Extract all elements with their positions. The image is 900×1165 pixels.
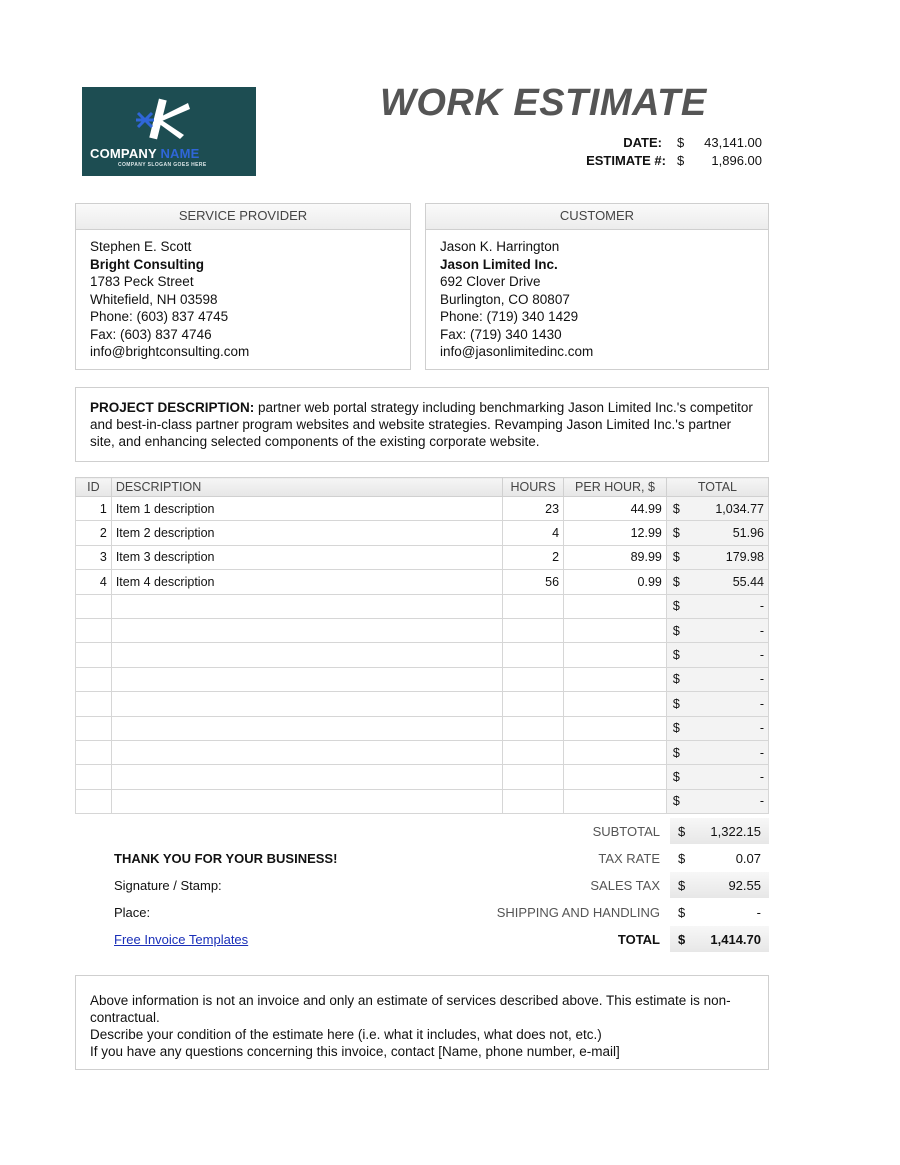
item-currency: $ — [666, 740, 683, 764]
thank-you-note: THANK YOU FOR YOUR BUSINESS! — [114, 851, 338, 866]
item-currency: $ — [666, 618, 683, 642]
sales-tax-label: SALES TAX — [590, 878, 660, 893]
header-total: TOTAL — [666, 478, 768, 497]
item-currency: $ — [666, 716, 683, 740]
item-currency: $ — [666, 765, 683, 789]
shipping-currency: $ — [678, 905, 686, 920]
provider-city: Whitefield, NH 03598 — [90, 291, 218, 307]
table-row — [76, 740, 769, 764]
item-rate: 44.99 — [564, 497, 667, 521]
item-description — [111, 643, 502, 667]
tax-rate-value: 0.07 — [735, 851, 761, 866]
item-hours: 2 — [503, 545, 564, 569]
item-hours — [503, 716, 564, 740]
logo-company-name: COMPANY NAME — [90, 146, 200, 161]
item-description — [111, 716, 502, 740]
item-currency: $ — [666, 497, 683, 521]
item-rate — [564, 740, 667, 764]
table-row — [76, 545, 769, 569]
project-description-label: PROJECT DESCRIPTION: — [90, 400, 255, 415]
item-rate — [564, 594, 667, 618]
item-hours — [503, 740, 564, 764]
item-total: 179.98 — [684, 545, 769, 569]
date-label: DATE: — [623, 135, 662, 150]
item-id — [76, 667, 112, 691]
item-total: 55.44 — [684, 570, 769, 594]
sales-tax-value: 92.55 — [728, 878, 761, 893]
sales-tax-currency: $ — [678, 878, 686, 893]
table-row — [76, 765, 769, 789]
item-id: 4 — [76, 570, 112, 594]
shipping-label: SHIPPING AND HANDLING — [496, 905, 660, 920]
terms-box — [75, 975, 769, 1070]
item-rate — [564, 692, 667, 716]
item-total: - — [684, 643, 769, 667]
customer-city: Burlington, CO 80807 — [440, 291, 570, 307]
item-id — [76, 692, 112, 716]
item-total: - — [684, 789, 769, 813]
item-rate — [564, 618, 667, 642]
total-cell — [670, 926, 769, 952]
item-total: - — [684, 618, 769, 642]
table-header-row — [76, 478, 769, 497]
item-total: - — [684, 740, 769, 764]
project-description-box — [75, 387, 769, 462]
item-rate: 0.99 — [564, 570, 667, 594]
item-description: Item 2 description — [111, 521, 502, 545]
item-hours: 56 — [503, 570, 564, 594]
provider-company: Bright Consulting — [90, 256, 204, 272]
item-id — [76, 789, 112, 813]
item-currency: $ — [666, 570, 683, 594]
tax-rate-cell — [670, 845, 769, 871]
table-row — [76, 667, 769, 691]
date-value: 43,141.00 — [704, 135, 762, 150]
provider-phone: Phone: (603) 837 4745 — [90, 309, 229, 324]
header-description: DESCRIPTION — [111, 478, 502, 497]
item-description — [111, 765, 502, 789]
item-rate — [564, 643, 667, 667]
free-invoice-templates-link[interactable]: Free Invoice Templates — [114, 932, 249, 947]
provider-contact-name: Stephen E. Scott — [90, 239, 192, 254]
total-label: TOTAL — [617, 932, 660, 947]
item-description — [111, 740, 502, 764]
item-currency: $ — [666, 521, 683, 545]
item-hours — [503, 643, 564, 667]
customer-contact-name: Jason K. Harrington — [440, 239, 560, 254]
customer-fax: Fax: (719) 340 1430 — [440, 326, 562, 342]
table-row — [76, 789, 769, 813]
item-currency: $ — [666, 789, 683, 813]
item-rate: 12.99 — [564, 521, 667, 545]
logo-slogan: COMPANY SLOGAN GOES HERE — [118, 162, 207, 168]
place-label: Place: — [114, 905, 151, 920]
item-total: - — [684, 667, 769, 691]
item-hours — [503, 765, 564, 789]
customer-phone: Phone: (719) 340 1429 — [440, 309, 579, 324]
item-total: - — [684, 716, 769, 740]
item-description — [111, 618, 502, 642]
item-hours — [503, 667, 564, 691]
item-total: - — [684, 765, 769, 789]
item-id: 1 — [76, 497, 112, 521]
item-currency: $ — [666, 594, 683, 618]
provider-fax: Fax: (603) 837 4746 — [90, 326, 212, 342]
item-id — [76, 765, 112, 789]
item-hours — [503, 618, 564, 642]
table-row — [76, 570, 769, 594]
header-id: ID — [76, 478, 112, 497]
item-currency: $ — [666, 545, 683, 569]
terms-line-disclaimer: Above information is not an invoice and only an estimate of services described above. This estimate is non-contractual. — [90, 993, 731, 1025]
shipping-cell — [670, 899, 769, 925]
item-currency: $ — [666, 692, 683, 716]
item-description — [111, 692, 502, 716]
customer-box — [425, 203, 769, 370]
item-total: - — [684, 692, 769, 716]
line-items-table — [75, 477, 769, 814]
item-hours — [503, 789, 564, 813]
item-description: Item 4 description — [111, 570, 502, 594]
signature-label: Signature / Stamp: — [114, 878, 222, 893]
item-rate — [564, 716, 667, 740]
item-rate — [564, 667, 667, 691]
subtotal-cell — [670, 818, 769, 844]
item-hours — [503, 594, 564, 618]
item-id: 3 — [76, 545, 112, 569]
terms-line-conditions: Describe your condition of the estimate here (i.e. what it includes, what does not, etc.) — [90, 1027, 602, 1042]
item-id: 2 — [76, 521, 112, 545]
estimate-number-currency: $ — [677, 153, 685, 168]
item-hours — [503, 692, 564, 716]
table-row — [76, 521, 769, 545]
page-title: WORK ESTIMATE — [380, 82, 707, 124]
header-per-hour: PER HOUR, $ — [564, 478, 667, 497]
provider-email: info@brightconsulting.com — [90, 344, 250, 359]
item-total: 1,034.77 — [684, 497, 769, 521]
item-description — [111, 667, 502, 691]
table-row — [76, 692, 769, 716]
sales-tax-cell — [670, 872, 769, 898]
estimate-number-label: ESTIMATE #: — [586, 153, 666, 168]
item-total: 51.96 — [684, 521, 769, 545]
item-rate — [564, 789, 667, 813]
table-row — [76, 716, 769, 740]
logo-mark-icon — [132, 93, 192, 143]
service-provider-heading: SERVICE PROVIDER — [76, 204, 410, 230]
tax-rate-label: TAX RATE — [598, 851, 660, 866]
item-hours: 23 — [503, 497, 564, 521]
table-row — [76, 594, 769, 618]
tax-rate-currency: $ — [678, 851, 686, 866]
header-hours: HOURS — [503, 478, 564, 497]
item-id — [76, 618, 112, 642]
item-total: - — [684, 594, 769, 618]
shipping-value: - — [756, 905, 761, 920]
subtotal-label: SUBTOTAL — [592, 824, 660, 839]
subtotal-currency: $ — [678, 824, 686, 839]
table-row — [76, 643, 769, 667]
customer-company: Jason Limited Inc. — [440, 256, 558, 272]
customer-street: 692 Clover Drive — [440, 274, 541, 289]
item-id — [76, 740, 112, 764]
item-id — [76, 643, 112, 667]
table-row — [76, 497, 769, 521]
subtotal-value: 1,322.15 — [710, 824, 761, 839]
total-currency: $ — [678, 932, 686, 947]
item-hours: 4 — [503, 521, 564, 545]
item-rate: 89.99 — [564, 545, 667, 569]
company-logo — [82, 87, 256, 176]
item-description — [111, 594, 502, 618]
item-id — [76, 716, 112, 740]
item-description — [111, 789, 502, 813]
customer-heading: CUSTOMER — [426, 204, 768, 230]
table-row — [76, 618, 769, 642]
item-rate — [564, 765, 667, 789]
date-currency: $ — [677, 135, 685, 150]
item-currency: $ — [666, 667, 683, 691]
provider-street: 1783 Peck Street — [90, 274, 194, 289]
project-description-text: partner web portal strategy including benchmarking Jason Limited Inc.'s competitor and best-in-class partner program websites and website strategies. Revamping Jason Limited Inc.'s partner site, and enhancing selected components of the existing corporate website. — [90, 400, 753, 449]
terms-line-contact: If you have any questions concerning this invoice, contact [Name, phone number, e-mail] — [90, 1044, 620, 1059]
item-id — [76, 594, 112, 618]
item-description: Item 3 description — [111, 545, 502, 569]
estimate-number-value: 1,896.00 — [711, 153, 762, 168]
service-provider-box — [75, 203, 411, 370]
total-value: 1,414.70 — [710, 932, 761, 947]
item-description: Item 1 description — [111, 497, 502, 521]
item-currency: $ — [666, 643, 683, 667]
customer-email: info@jasonlimitedinc.com — [440, 344, 594, 359]
